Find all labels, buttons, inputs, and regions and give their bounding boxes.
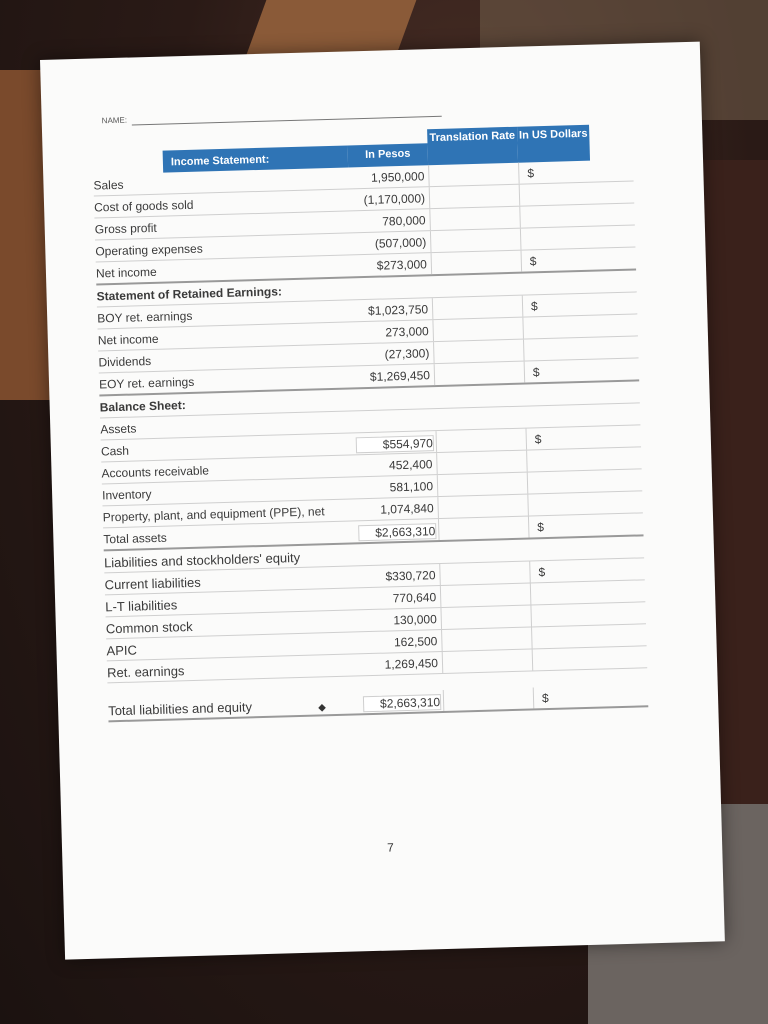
- usd-input[interactable]: [531, 625, 605, 648]
- rate-input[interactable]: [432, 296, 524, 320]
- liabilities-label: Liabilities and stockholders' equity: [103, 549, 301, 571]
- assets-label: Assets: [100, 421, 137, 437]
- income-statement-header: Income Statement:: [163, 145, 349, 172]
- usd-input[interactable]: [526, 449, 600, 472]
- pesos-value: $330,720: [385, 568, 436, 584]
- rate-input[interactable]: [440, 583, 532, 607]
- rate-input[interactable]: [429, 185, 521, 209]
- rate-input[interactable]: [434, 362, 526, 386]
- row-label: Inventory: [101, 487, 152, 503]
- rate-input[interactable]: [433, 340, 525, 364]
- usd-input[interactable]: [524, 360, 598, 383]
- rate-input[interactable]: [436, 429, 528, 453]
- rate-input[interactable]: [441, 627, 533, 651]
- rate-input[interactable]: [437, 473, 529, 497]
- usd-input[interactable]: [530, 603, 604, 626]
- rate-input[interactable]: [438, 517, 530, 541]
- pesos-value: $1,023,750: [367, 302, 429, 318]
- name-field: [102, 107, 432, 125]
- rate-input[interactable]: [442, 649, 534, 673]
- row-label: Net income: [95, 264, 157, 281]
- row-label: APIC: [106, 642, 138, 659]
- rate-input[interactable]: [430, 229, 522, 253]
- usd-input[interactable]: [527, 493, 601, 516]
- pesos-value: 162,500: [393, 634, 438, 650]
- usd-input[interactable]: [519, 183, 593, 206]
- dollar-sign: $: [537, 520, 545, 535]
- row-label: Dividends: [98, 354, 152, 370]
- worksheet-page: [40, 42, 725, 960]
- dollar-sign: $: [538, 565, 546, 580]
- row-label: Sales: [93, 177, 124, 193]
- row-label: Total liabilities and equity: [107, 699, 253, 719]
- row-label: Common stock: [105, 618, 193, 637]
- row-label: Cost of goods sold: [93, 197, 194, 215]
- usd-input[interactable]: [521, 249, 595, 272]
- scroll-stepper-icon[interactable]: ◆: [318, 702, 327, 714]
- pesos-value: 1,950,000: [370, 169, 425, 185]
- row-label: Operating expenses: [95, 241, 203, 259]
- usd-input[interactable]: [520, 227, 594, 250]
- pesos-value: 1,074,840: [380, 501, 434, 517]
- rate-input[interactable]: [439, 562, 531, 586]
- pesos-value: $554,970: [356, 435, 434, 453]
- usd-input[interactable]: [523, 338, 597, 361]
- dollar-sign: $: [532, 365, 540, 380]
- row-label: Current liabilities: [104, 574, 201, 593]
- pesos-value: (1,170,000): [363, 191, 426, 208]
- row-label: EOY ret. earnings: [98, 374, 195, 392]
- pesos-value: 273,000: [385, 324, 429, 340]
- dollar-sign: $: [534, 432, 542, 447]
- rate-input[interactable]: [432, 318, 524, 342]
- dollar-sign: $: [530, 299, 538, 314]
- usd-input[interactable]: [525, 427, 599, 450]
- rate-column-header: Translation Rate: [427, 127, 518, 165]
- rate-input[interactable]: [436, 451, 528, 475]
- pesos-column-header: In Pesos: [348, 143, 429, 167]
- rate-input[interactable]: [437, 495, 529, 519]
- pesos-value: 780,000: [382, 213, 426, 229]
- rate-input[interactable]: [431, 251, 523, 275]
- pesos-value: 581,100: [389, 479, 434, 495]
- usd-input[interactable]: [522, 294, 596, 317]
- usd-input[interactable]: [518, 161, 592, 184]
- row-label: Accounts receivable: [101, 463, 210, 481]
- balance-sheet-title: Balance Sheet:: [99, 398, 186, 415]
- row-label: Gross profit: [94, 220, 157, 237]
- pesos-value: $2,663,310: [358, 523, 436, 541]
- rate-input[interactable]: [429, 207, 521, 231]
- retained-earnings-title: Statement of Retained Earnings:: [96, 284, 283, 304]
- row-label: Ret. earnings: [106, 663, 185, 681]
- row-label: Property, plant, and equipment (PPE), net: [102, 504, 325, 525]
- rate-input[interactable]: [440, 605, 532, 629]
- usd-input[interactable]: [522, 316, 596, 339]
- usd-input[interactable]: [530, 581, 604, 604]
- pesos-value: 130,000: [393, 612, 437, 628]
- pesos-value: 452,400: [388, 457, 433, 473]
- usd-input[interactable]: [527, 471, 601, 494]
- pesos-value: 1,269,450: [384, 656, 439, 672]
- rate-input[interactable]: [443, 687, 535, 711]
- row-label: L-T liabilities: [105, 597, 178, 615]
- usd-column-header: In US Dollars: [517, 125, 590, 163]
- usd-input[interactable]: [532, 647, 606, 670]
- name-underline: [132, 116, 442, 126]
- pesos-value: (27,300): [384, 346, 430, 362]
- usd-input[interactable]: [533, 685, 607, 708]
- rate-input[interactable]: [428, 163, 520, 187]
- financial-table: [92, 123, 648, 722]
- row-label: Cash: [100, 443, 130, 459]
- pesos-value: $1,269,450: [369, 368, 431, 384]
- dollar-sign: $: [527, 166, 535, 181]
- dollar-sign: $: [541, 691, 549, 706]
- pesos-value: $2,663,310: [363, 694, 441, 712]
- pesos-value: 770,640: [392, 590, 437, 606]
- row-label: Total assets: [103, 530, 167, 547]
- dollar-sign: $: [529, 254, 537, 269]
- usd-input[interactable]: [528, 515, 602, 538]
- usd-input[interactable]: [519, 205, 593, 228]
- row-label: BOY ret. earnings: [97, 308, 193, 326]
- pesos-value: (507,000): [374, 235, 427, 251]
- name-label: NAME:: [101, 115, 128, 126]
- usd-input[interactable]: [529, 559, 603, 582]
- row-label: Net income: [97, 331, 159, 348]
- pesos-value: $273,000: [376, 257, 428, 273]
- page-number: 7: [386, 840, 395, 855]
